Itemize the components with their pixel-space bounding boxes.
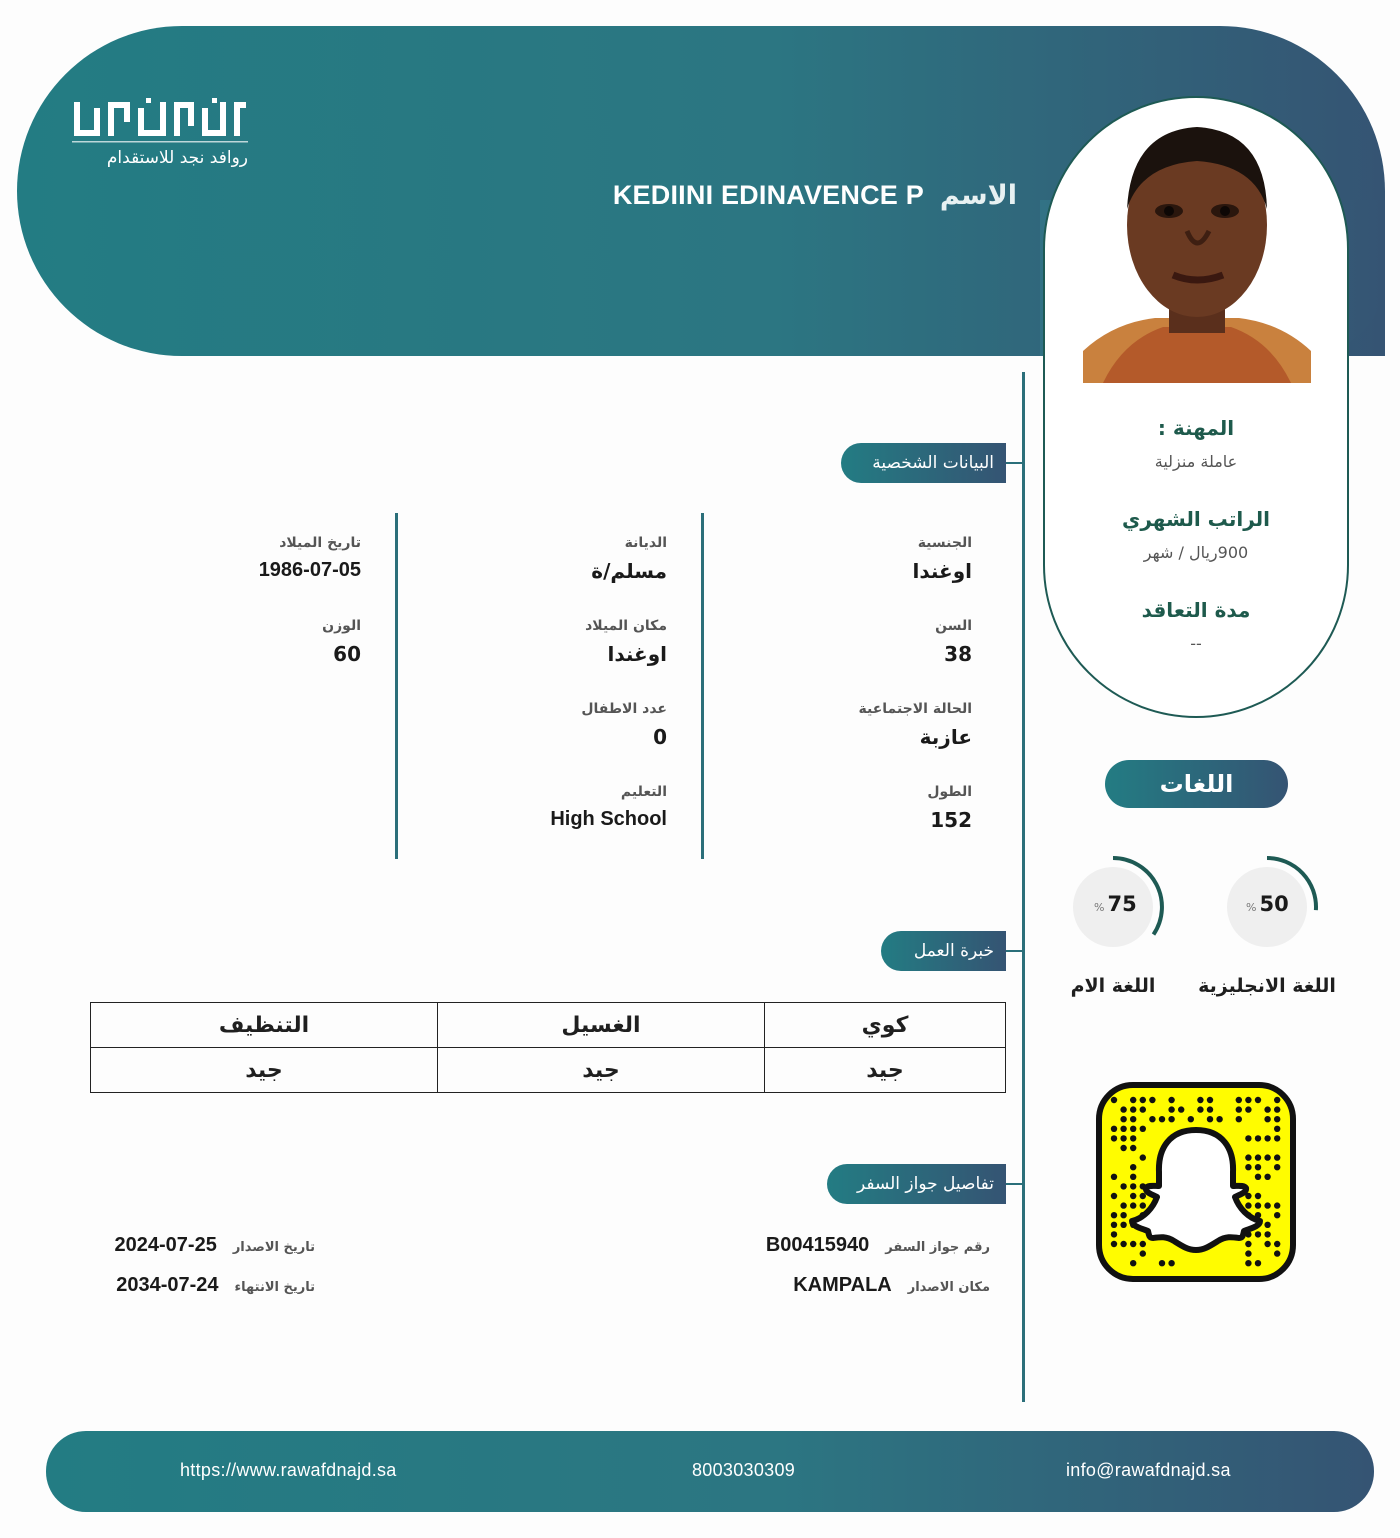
snapcode-dot xyxy=(1130,1174,1136,1180)
snapcode-dot xyxy=(1130,1183,1136,1189)
snapcode-dot xyxy=(1274,1097,1280,1103)
snapcode-dot xyxy=(1120,1212,1126,1218)
contract-value: -- xyxy=(1190,634,1202,653)
field-weight xyxy=(322,618,361,666)
issue-place-label: مكان الاصدار xyxy=(907,1280,990,1295)
field-value: 1986-07-05 xyxy=(258,559,361,581)
salary-label: الراتب الشهري xyxy=(1122,507,1270,531)
field-value: 38 xyxy=(944,642,972,666)
snapcode-dot xyxy=(1245,1164,1251,1170)
field-label: تاريخ الميلاد xyxy=(279,535,361,551)
snapcode-dot xyxy=(1245,1241,1251,1247)
snapcode-dot xyxy=(1111,1135,1117,1141)
snapcode-dot xyxy=(1255,1097,1261,1103)
snapcode-dot xyxy=(1274,1241,1280,1247)
skill-header: التنظيف xyxy=(91,1003,438,1048)
snapcode-dot xyxy=(1274,1116,1280,1122)
snapcode-dot xyxy=(1274,1164,1280,1170)
snapcode-dot xyxy=(1255,1260,1261,1266)
snapcode-dot xyxy=(1111,1126,1117,1132)
field-value: 60 xyxy=(333,642,361,666)
field-height xyxy=(927,784,972,832)
snapcode-dot xyxy=(1264,1231,1270,1237)
language-gauge-mother xyxy=(1058,852,1168,962)
snapcode-dot xyxy=(1120,1222,1126,1228)
snapcode-dot xyxy=(1178,1106,1184,1112)
field-label: عدد الاطفال xyxy=(581,701,667,717)
snapcode-dot xyxy=(1274,1106,1280,1112)
snapcode-dot xyxy=(1264,1222,1270,1228)
language-name-english: اللغة الانجليزية xyxy=(1198,975,1336,997)
section-connector xyxy=(1006,950,1023,952)
snapcode-dot xyxy=(1120,1145,1126,1151)
snapcode-dot xyxy=(1274,1202,1280,1208)
snapcode-dot xyxy=(1120,1202,1126,1208)
field-value: عازبة xyxy=(919,725,972,749)
percent-number: 50 xyxy=(1259,892,1289,916)
field-label: السن xyxy=(935,618,972,634)
snapcode-dot xyxy=(1245,1260,1251,1266)
skill-level: جيد xyxy=(765,1048,1006,1093)
language-name-mother: اللغة الام xyxy=(1070,975,1156,997)
section-connector xyxy=(1006,462,1023,464)
snapcode-dot xyxy=(1140,1193,1146,1199)
name-label: الاسم xyxy=(939,180,1017,211)
snapcode-dot xyxy=(1264,1241,1270,1247)
field-marital-status xyxy=(859,701,972,749)
expiry-date-label: تاريخ الانتهاء xyxy=(234,1280,315,1295)
snapcode-dot xyxy=(1255,1231,1261,1237)
snapcode-dot xyxy=(1130,1241,1136,1247)
candidate-photo xyxy=(1083,113,1311,383)
snapcode-dot xyxy=(1255,1135,1261,1141)
snapcode-dot xyxy=(1159,1260,1165,1266)
snapcode-dot xyxy=(1130,1145,1136,1151)
snapcode-dot xyxy=(1188,1116,1194,1122)
profession-label: المهنة : xyxy=(1157,416,1235,440)
snapcode-dot xyxy=(1130,1260,1136,1266)
snapcode-dot xyxy=(1130,1164,1136,1170)
salary-value: 900ريال / شهر xyxy=(1143,543,1249,562)
snapcode-dot xyxy=(1130,1116,1136,1122)
snapcode-dot xyxy=(1120,1135,1126,1141)
snapcode-dot xyxy=(1245,1154,1251,1160)
snapcode-dot xyxy=(1130,1126,1136,1132)
column-divider xyxy=(701,513,704,859)
snapcode-dot xyxy=(1236,1106,1242,1112)
gauge-value xyxy=(1094,892,1137,916)
field-value: اوغندا xyxy=(607,642,667,666)
snapcode-dot xyxy=(1274,1212,1280,1218)
snapcode-dot xyxy=(1130,1202,1136,1208)
expiry-date: 2034-07-24 xyxy=(116,1274,219,1296)
email-link[interactable]: info@rawafdnajd.sa xyxy=(1066,1460,1231,1480)
passport-number-row xyxy=(766,1234,990,1257)
percent-sign: % xyxy=(1246,901,1257,914)
snapcode-dot xyxy=(1140,1241,1146,1247)
field-value: مسلم/ة xyxy=(591,559,667,583)
snapcode-dot xyxy=(1255,1154,1261,1160)
snapcode-dot xyxy=(1120,1183,1126,1189)
snapcode-dot xyxy=(1255,1193,1261,1199)
snapcode-dot xyxy=(1140,1106,1146,1112)
field-label: الحالة الاجتماعية xyxy=(858,701,972,717)
snapcode-dot xyxy=(1197,1106,1203,1112)
vertical-divider xyxy=(1022,372,1025,1402)
candidate-name: KEDIINI EDINAVENCE P xyxy=(612,180,924,210)
snapcode-dot xyxy=(1264,1116,1270,1122)
snapcode-dot xyxy=(1207,1116,1213,1122)
snapcode-dot xyxy=(1120,1106,1126,1112)
snapcode-dot xyxy=(1264,1154,1270,1160)
snapcode-dot xyxy=(1245,1250,1251,1256)
percent-sign: % xyxy=(1094,901,1105,914)
snapcode-dot xyxy=(1159,1116,1165,1122)
field-children xyxy=(581,701,667,749)
language-gauge-english xyxy=(1212,852,1322,962)
snapcode-dot xyxy=(1140,1126,1146,1132)
snapcode-dot xyxy=(1140,1097,1146,1103)
skills-table xyxy=(90,1002,1006,1093)
skill-level: جيد xyxy=(91,1048,438,1093)
snapcode-dot xyxy=(1245,1135,1251,1141)
snapcode-dot xyxy=(1130,1106,1136,1112)
snapcode-dot xyxy=(1111,1231,1117,1237)
snapcode-dot xyxy=(1140,1154,1146,1160)
snapcode-dot xyxy=(1207,1106,1213,1112)
snapcode-dot xyxy=(1111,1174,1117,1180)
snapcode-dot xyxy=(1255,1174,1261,1180)
section-experience-title: خبرة العمل xyxy=(881,931,1006,971)
snapcode-dot xyxy=(1130,1135,1136,1141)
snapcode-dot xyxy=(1216,1116,1222,1122)
field-age xyxy=(935,618,972,666)
expiry-date-row xyxy=(116,1274,315,1297)
rawafd-najd-logo-icon xyxy=(72,98,248,144)
snapcode-dot xyxy=(1149,1097,1155,1103)
snapcode-dot xyxy=(1111,1097,1117,1103)
field-birth-date xyxy=(259,535,361,582)
snapcode-dot xyxy=(1255,1164,1261,1170)
passport-number: B00415940 xyxy=(765,1234,870,1256)
percent-number: 75 xyxy=(1107,892,1137,916)
field-value: High School xyxy=(550,808,667,830)
logo-tagline: روافد نجد للاستقدام xyxy=(106,148,248,168)
snapcode-dot xyxy=(1111,1212,1117,1218)
snapcode-dot xyxy=(1274,1126,1280,1132)
snapcode-dot xyxy=(1111,1222,1117,1228)
snapcode-dot xyxy=(1274,1250,1280,1256)
snapcode-dot xyxy=(1120,1126,1126,1132)
field-label: التعليم xyxy=(620,784,667,800)
skill-header: كوي xyxy=(765,1003,1006,1048)
field-label: الطول xyxy=(927,784,972,800)
snapchat-ghost-icon[interactable] xyxy=(1096,1082,1296,1282)
snapcode-dot xyxy=(1264,1135,1270,1141)
field-value: 0 xyxy=(653,725,667,749)
issue-date: 2024-07-25 xyxy=(114,1234,217,1256)
column-divider xyxy=(395,513,398,859)
snapcode-dot xyxy=(1120,1116,1126,1122)
languages-title: اللغات xyxy=(1105,760,1288,808)
snapcode-dot xyxy=(1130,1193,1136,1199)
name-line xyxy=(613,180,1017,211)
snapcode-dot xyxy=(1264,1202,1270,1208)
issue-date-row xyxy=(115,1234,315,1257)
snapcode-dot xyxy=(1168,1097,1174,1103)
snapcode-dot xyxy=(1149,1116,1155,1122)
snapcode-dot xyxy=(1274,1154,1280,1160)
section-connector xyxy=(1006,1183,1023,1185)
snapcode-dot xyxy=(1245,1202,1251,1208)
field-label: مكان الميلاد xyxy=(585,618,667,634)
field-birthplace xyxy=(585,618,667,666)
section-passport-title: تفاصيل جواز السفر xyxy=(827,1164,1006,1204)
snapcode-dot xyxy=(1168,1116,1174,1122)
field-value: 152 xyxy=(930,808,972,832)
snapcode-dot xyxy=(1130,1097,1136,1103)
footer-bar xyxy=(46,1431,1374,1512)
issue-place: KAMPALA xyxy=(793,1274,892,1296)
snapcode-dot xyxy=(1255,1202,1261,1208)
phone-number[interactable]: 8003030309 xyxy=(692,1460,796,1480)
snapcode-dot xyxy=(1245,1106,1251,1112)
snapcode-dot xyxy=(1168,1260,1174,1266)
profession-value: عاملة منزلية xyxy=(1154,452,1238,471)
skill-level: جيد xyxy=(438,1048,765,1093)
skill-header: الغسيل xyxy=(438,1003,765,1048)
contract-label: مدة التعاقد xyxy=(1141,598,1251,622)
table-row xyxy=(91,1048,1006,1093)
gauge-value xyxy=(1246,892,1289,916)
field-value: اوغندا xyxy=(912,559,972,583)
snapcode-dot xyxy=(1140,1250,1146,1256)
field-label: الوزن xyxy=(322,618,361,634)
field-education xyxy=(550,784,667,831)
snapcode-dot xyxy=(1168,1106,1174,1112)
snapcode-dot xyxy=(1197,1097,1203,1103)
section-personal-title: البيانات الشخصية xyxy=(841,443,1006,483)
snapcode-dot xyxy=(1140,1202,1146,1208)
snapcode-dot xyxy=(1236,1097,1242,1103)
field-label: الديانة xyxy=(624,535,667,551)
website-link[interactable]: https://www.rawafdnajd.sa xyxy=(180,1460,397,1480)
snapcode-dot xyxy=(1264,1174,1270,1180)
table-row xyxy=(91,1003,1006,1048)
issue-place-row xyxy=(793,1274,990,1297)
snapcode-dot xyxy=(1120,1241,1126,1247)
field-label: الجنسية xyxy=(917,535,972,551)
passport-number-label: رقم جواز السفر xyxy=(885,1240,990,1255)
snapcode-dot xyxy=(1236,1116,1242,1122)
snapcode-dot xyxy=(1245,1097,1251,1103)
snapcode-dot xyxy=(1207,1097,1213,1103)
snapcode-dot xyxy=(1274,1135,1280,1141)
snapcode-dot xyxy=(1111,1241,1117,1247)
field-nationality xyxy=(912,535,972,583)
issue-date-label: تاريخ الاصدار xyxy=(232,1240,315,1255)
snapcode-dot xyxy=(1264,1106,1270,1112)
snapcode-dot xyxy=(1111,1193,1117,1199)
field-religion xyxy=(591,535,667,583)
